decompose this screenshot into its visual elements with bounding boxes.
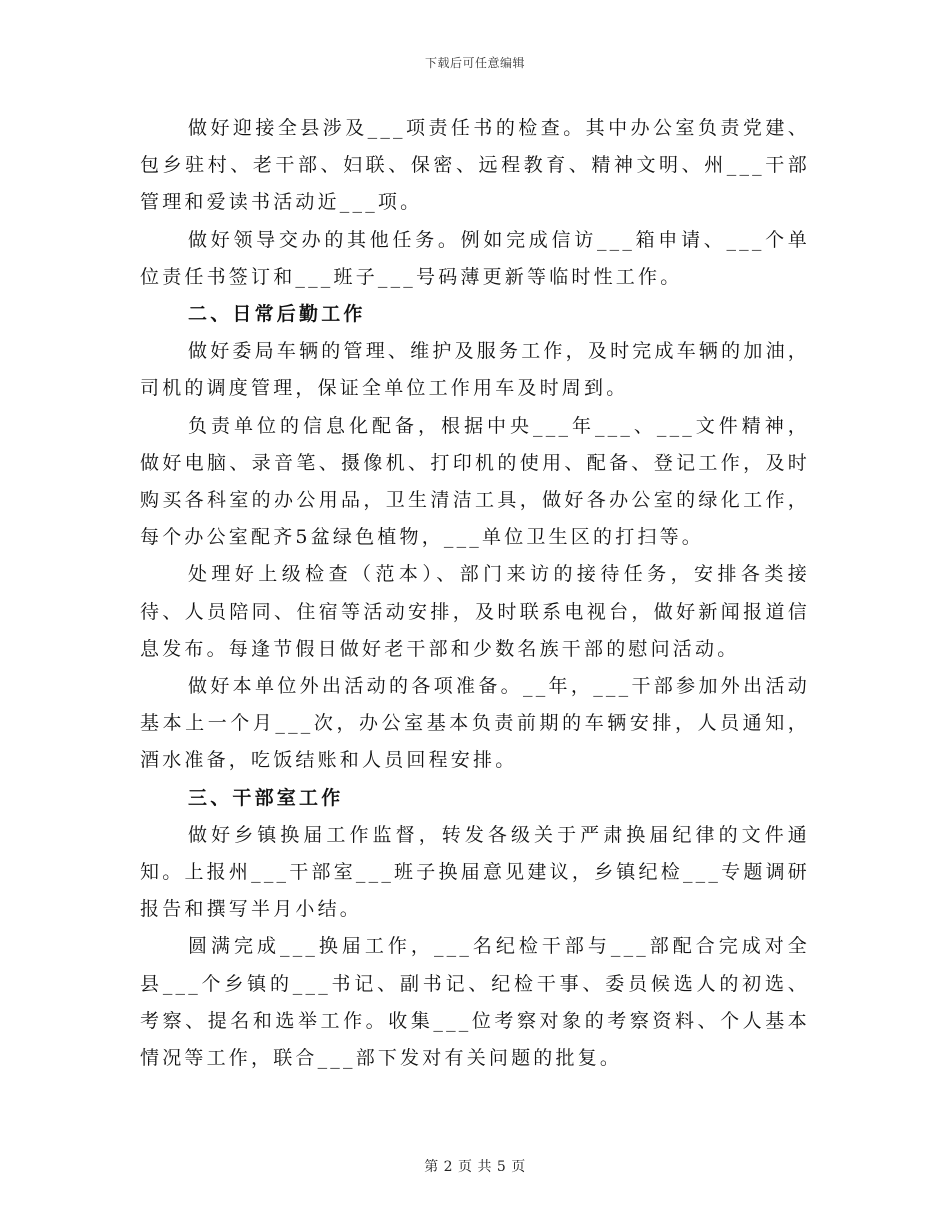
page-header: 下载后可任意编辑 xyxy=(424,56,525,70)
paragraph-reception: 处理好上级检查（范本）、部门来访的接待任务，安排各类接待、人员陪同、住宿等活动安排，及时联系电视台，做好新闻报道信息发布。每逢节假日做好老干部和少数名族干部的慰问活动。 xyxy=(140,563,810,660)
page-footer: 第 2 页 共 5 页 xyxy=(424,1159,526,1175)
paragraph-election-supervision: 做好乡镇换届工作监督，转发各级关于严肃换届纪律的文件通知。上报州___干部室___班子换届意见建议，乡镇纪检___专题调研报告和撰写半月小结。 xyxy=(140,823,810,921)
section-heading-cadre-office: 三、干部室工作 xyxy=(188,786,344,809)
paragraph-vehicles: 做好委局车辆的管理、维护及服务工作，及时完成车辆的加油，司机的调度管理，保证全单位工作用车及时周到。 xyxy=(140,340,810,400)
paragraph-inspection: 做好迎接全县涉及___项责任书的检查。其中办公室负责党建、包乡驻村、老干部、妇联、保密、远程教育、精神文明、州___干部管理和爱读书活动近___项。 xyxy=(140,117,810,214)
paragraph-outings: 做好本单位外出活动的各项准备。__年，___干部参加外出活动基本上一个月___次，办公室基本负责前期的车辆安排，人员通知，酒水准备，吃饭结账和人员回程安排。 xyxy=(140,675,810,772)
document-body xyxy=(140,110,810,1077)
paragraph-informatization: 负责单位的信息化配备，根据中央___年___、___文件精神，做好电脑、录音笔、摄像机、打印机的使用、配备、登记工作，及时购买各科室的办公用品，卫生清洁工具，做好各办公室的绿化工作，每个办公室配齐5盆绿色植物，___单位卫生区的打扫等。 xyxy=(140,414,810,549)
paragraph-election-completion: 圆满完成___换届工作，___名纪检干部与___部配合完成对全县___个乡镇的___书记、副书记、纪检干事、委员候选人的初选、考察、提名和选举工作。收集___位考察对象的考察资料、个人基本情况等工作，联合___部下发对有关问题的批复。 xyxy=(140,935,810,1070)
section-heading-logistics: 二、日常后勤工作 xyxy=(188,303,366,326)
paragraph-other-tasks: 做好领导交办的其他任务。例如完成信访___箱申请、___个单位责任书签订和___班子___号码薄更新等临时性工作。 xyxy=(140,228,810,288)
